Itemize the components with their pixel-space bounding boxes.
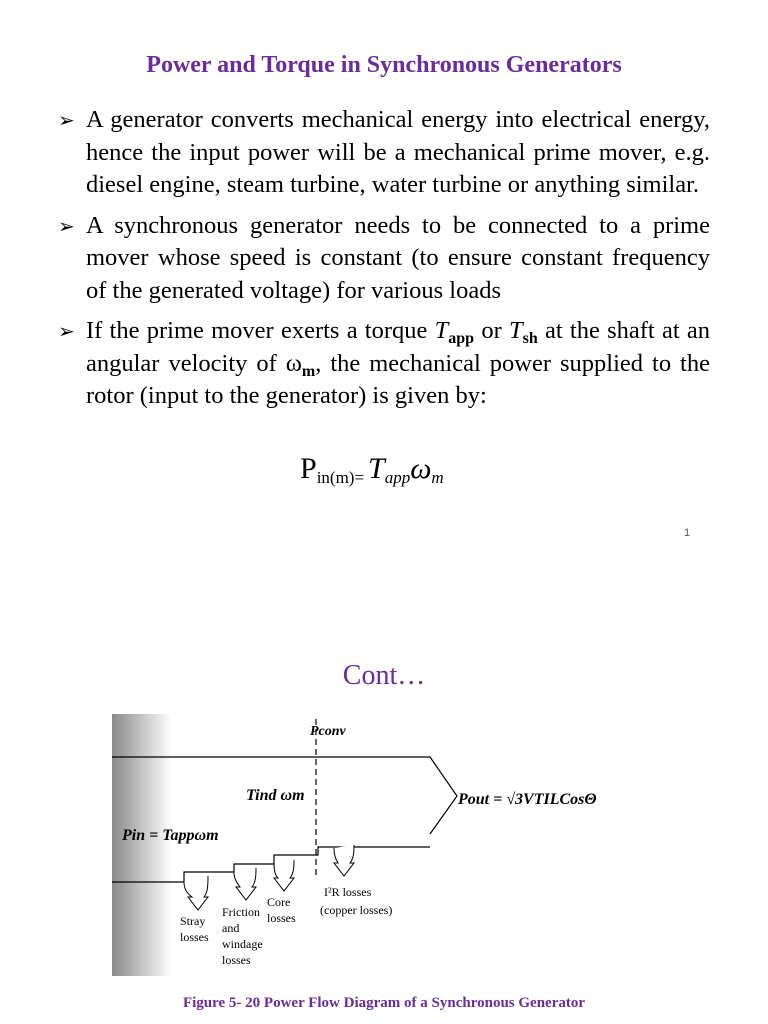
copper-label-1: I²R losses bbox=[324, 885, 372, 899]
friction-label-4: losses bbox=[222, 953, 251, 967]
arrow-bullet-icon: ➢ bbox=[58, 108, 75, 132]
power-flow-diagram bbox=[112, 714, 652, 976]
slide-title-cont: Cont… bbox=[342, 660, 426, 691]
bullet-text: If the prime mover exerts a torque $T_{app}$ or $T_{sh}$ at the shaft at an angular velocity of $\omega_m$, the mechanical power supplied to the rotor (input to the generator) is given by: bbox=[86, 317, 710, 409]
arrow-bullet-icon: ➢ bbox=[58, 319, 75, 343]
p-out-label: Pout = √3VTILCosΘ bbox=[458, 791, 597, 808]
p-conv-label: Pconv bbox=[310, 724, 346, 739]
loss-arrow-copper bbox=[334, 845, 354, 876]
slide-title: Power and Torque in Synchronous Generators bbox=[146, 52, 622, 78]
bullet-list bbox=[58, 104, 710, 421]
output-arrowhead bbox=[430, 757, 457, 834]
loss-arrow-friction bbox=[234, 868, 256, 900]
bullet-item bbox=[58, 315, 710, 413]
core-label-2: losses bbox=[267, 911, 296, 925]
shading-band bbox=[112, 714, 172, 976]
friction-label-1: Friction bbox=[222, 905, 260, 919]
loss-arrow-core bbox=[274, 860, 294, 891]
loss-step-line bbox=[184, 847, 348, 882]
bullet-text: A synchronous generator needs to be connected to a prime mover whose speed is constant (to ensure constant frequency of the generated voltage) for various loads bbox=[86, 211, 710, 304]
bullet-text: A generator converts mechanical energy into electrical energy, hence the input power will be a mechanical prime mover, e.g. diesel engine, steam turbine, water turbine or anything similar. bbox=[86, 106, 710, 198]
t-ind-label: Tind ωm bbox=[246, 787, 305, 804]
core-label-1: Core bbox=[267, 895, 291, 909]
p-in-label: Pin = Tappωm bbox=[122, 827, 219, 844]
bullet-item bbox=[58, 104, 710, 202]
stray-label-1: Stray bbox=[180, 914, 206, 928]
friction-label-2: and bbox=[222, 921, 240, 935]
copper-label-2: (copper losses) bbox=[320, 903, 393, 917]
loss-arrow-stray bbox=[184, 876, 208, 910]
stray-label-2: losses bbox=[180, 930, 209, 944]
power-formula: $P_{in(m)=}$ $T_{app}\omega_m$ bbox=[300, 452, 444, 487]
arrow-bullet-icon: ➢ bbox=[58, 213, 75, 238]
bullet-item bbox=[58, 210, 710, 308]
friction-label-3: windage bbox=[222, 937, 263, 951]
figure-caption: Figure 5- 20 Power Flow Diagram of a Synchronous Generator bbox=[182, 995, 586, 1011]
page-number: 1 bbox=[684, 527, 691, 539]
